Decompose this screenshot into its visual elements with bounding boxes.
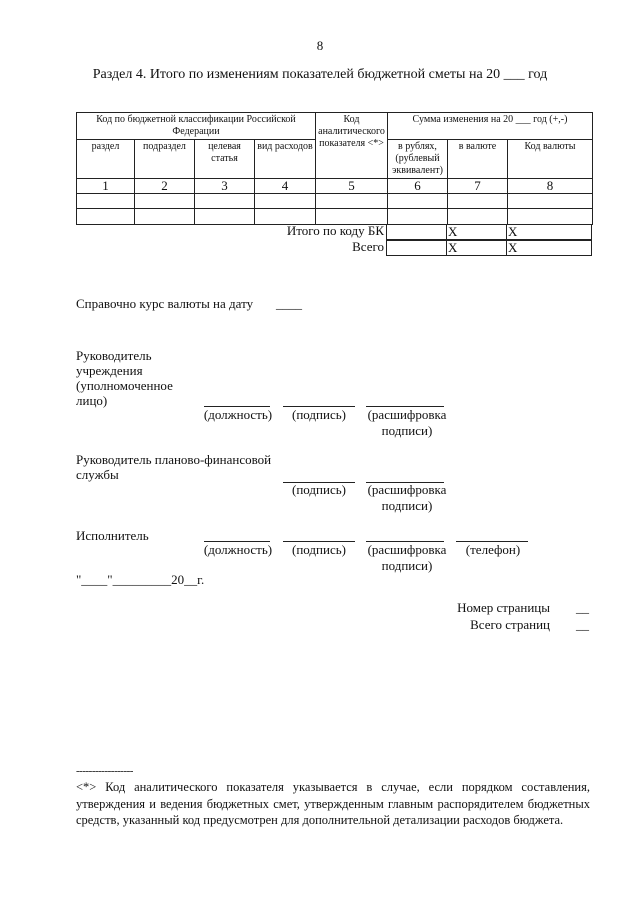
col-number: 6 [388,179,448,194]
total-rub-cell [386,224,447,240]
total-pages-label: Всего страниц [470,617,550,632]
col-currency: в валюте [448,140,508,179]
col-currency-code: Код валюты [508,140,593,179]
budget-table [76,112,593,225]
grand-total-rub-cell [386,240,447,256]
page-number: 8 [316,38,324,53]
phone-caption: (телефон) [465,542,521,557]
pfs-head-label: Руководитель планово-финансовой службы [76,452,272,482]
grand-total-label: Всего [352,239,384,254]
section-title: Раздел 4. Итого по изменениям показателей бюджетной сметы на 20 ___ год [92,67,548,82]
col-number: 7 [448,179,508,194]
grand-total-currency-cell: X [446,240,507,256]
page-number-blank: __ [576,600,589,615]
col-number: 4 [255,179,316,194]
decoding-caption: (расшифровка подписи) [367,407,447,438]
col-number: 8 [508,179,593,194]
col-number: 1 [77,179,135,194]
col-podrazdel: подраздел [135,140,195,179]
total-currency-cell: X [446,224,507,240]
total-code-cell: X [506,224,592,240]
page-number-label: Номер страницы [457,600,550,615]
date-line: "____"_________20__г. [76,572,205,587]
position-caption: (должность) [203,542,273,557]
signature-caption: (подпись) [292,482,346,497]
signature-caption: (подпись) [292,407,346,422]
grand-total-code-cell: X [506,240,592,256]
col-celevaya-statya: целевая статья [195,140,255,179]
total-pages-blank: __ [576,617,589,632]
reference-rate-label: Справочно курс валюты на дату [76,296,254,311]
col-rubles: в рублях, (рублевый эквивалент) [388,140,448,179]
footnote-text: <*> Код аналитического показателя указывается в случае, если порядком составления, утверждения и ведения бюджетных смет, утвержденным главным распорядителем бюджетных средств, указанный код предусмотрен для дополнительной детализации расходов бюджета. [76,780,590,827]
reference-rate-blank: ____ [276,296,302,311]
header-change-sum: Сумма изменения на 20 ___ год (+,-) [388,113,593,140]
col-number: 3 [195,179,255,194]
head-of-institution-label: Руководитель учреждения (уполномоченное лицо) [76,348,173,408]
signature-caption: (подпись) [292,542,346,557]
position-caption: (должность) [203,407,273,422]
footnote-separator: ------------------ [76,765,133,777]
col-razdel: раздел [77,140,135,179]
executor-label: Исполнитель [76,528,149,543]
header-bk-code: Код по бюджетной классификации Российской Федерации [77,113,316,140]
table-row [77,194,593,209]
col-vid-raskhodov: вид расходов [255,140,316,179]
decoding-caption: (расшифровка подписи) [367,542,447,573]
header-analytic-code: Код аналитического показателя <*> [316,113,388,179]
decoding-caption: (расшифровка подписи) [367,482,447,513]
col-number: 5 [316,179,388,194]
col-number: 2 [135,179,195,194]
total-by-bk-label: Итого по коду БК [286,223,384,238]
